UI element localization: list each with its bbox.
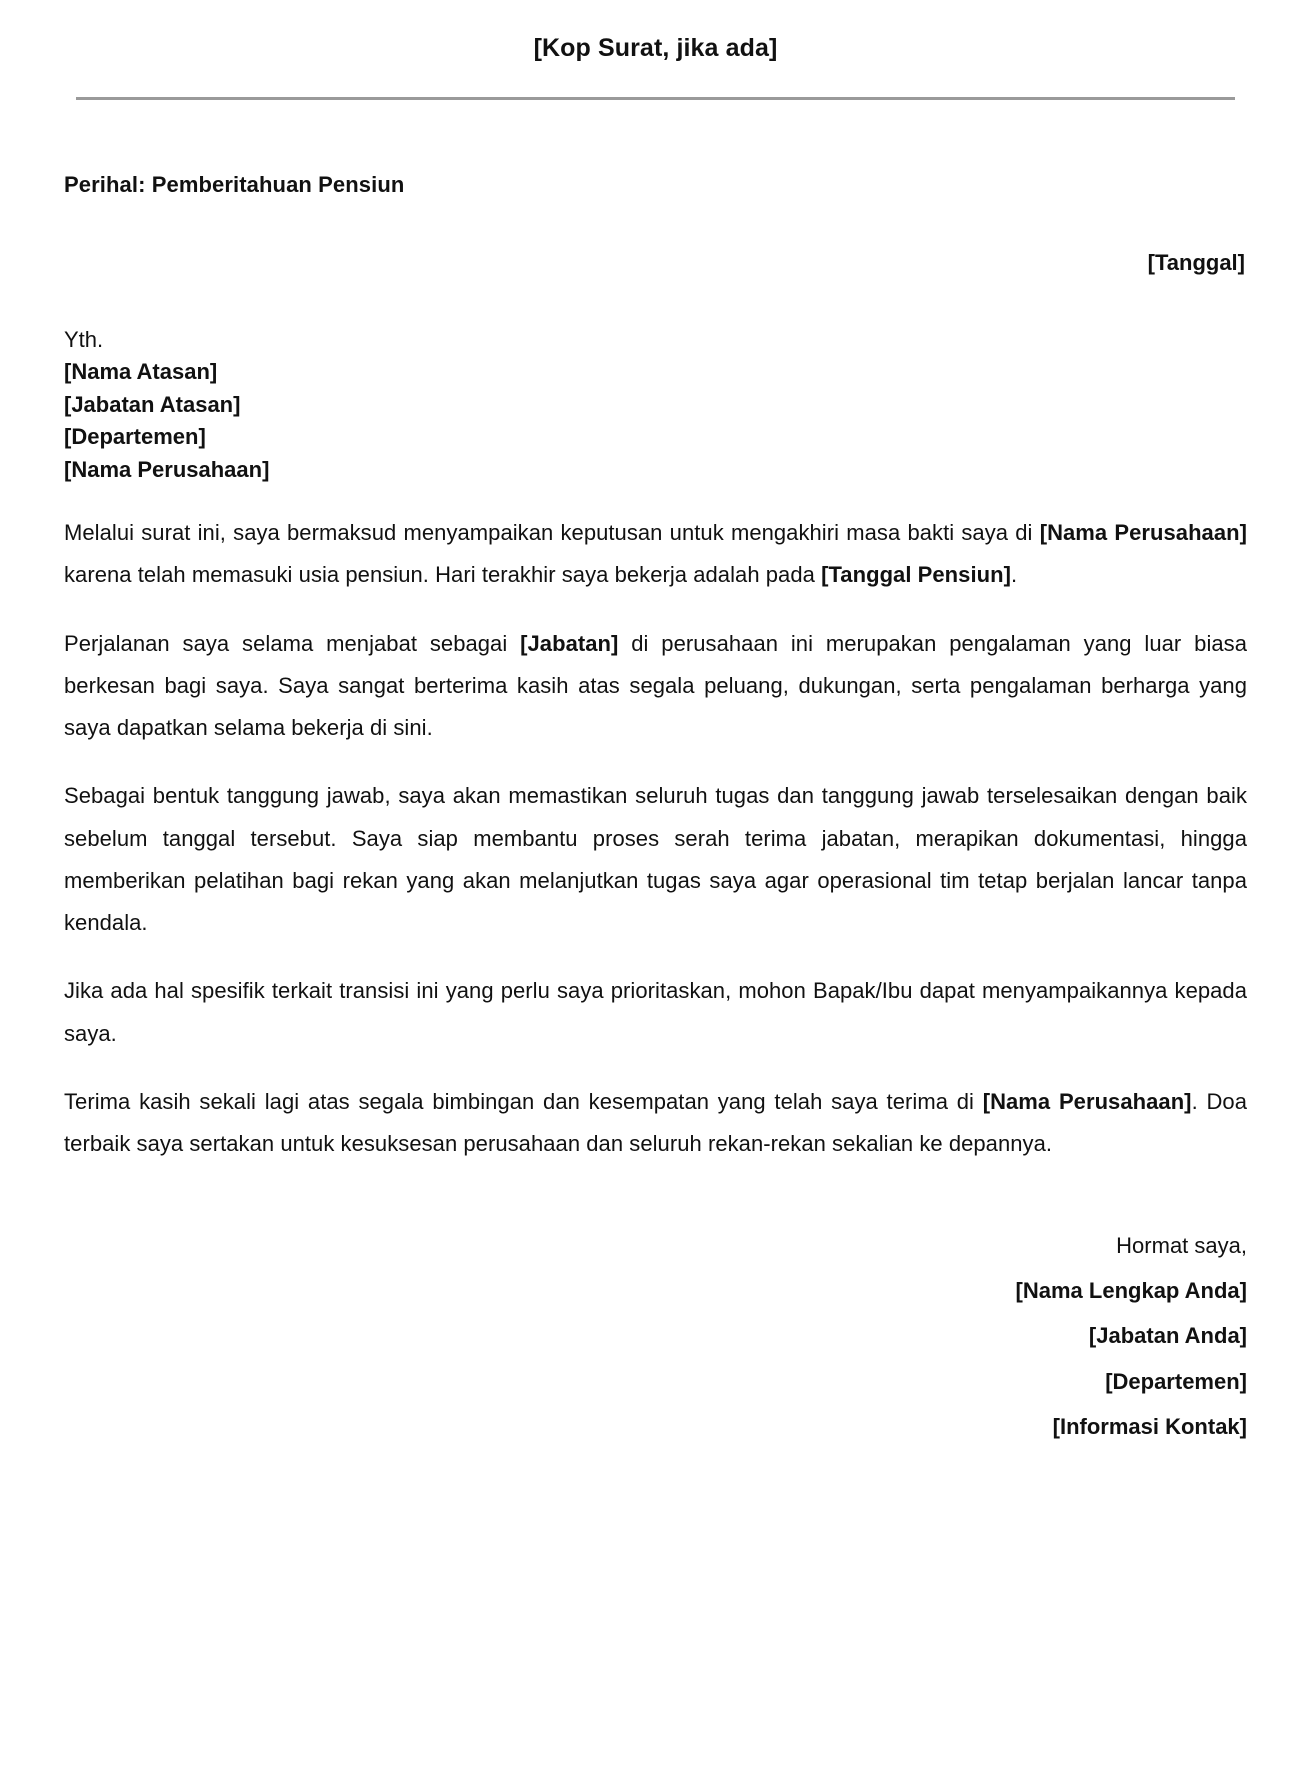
placeholder-field: [Tanggal Pensiun]: [821, 562, 1011, 588]
paragraph-text: Sebagai bentuk tanggung jawab, saya akan memastikan seluruh tugas dan tanggung jawab terselesaikan dengan baik sebelum tanggal tersebut. Saya siap membantu proses serah terima jabatan, merapikan dokumentasi, hingga memberikan pelatihan bagi rekan yang akan melanjutkan tugas saya agar operasional tim tetap berjalan lancar tanpa kendala.: [64, 783, 1247, 936]
paragraph-text: . Doa terbaik saya sertakan untuk kesuksesan perusahaan dan seluruh rekan-rekan sekalian ke depannya.: [64, 1088, 1247, 1157]
placeholder-field: [Jabatan]: [520, 630, 619, 656]
letterhead-divider: [76, 97, 1235, 100]
closing-salutation: Hormat saya,: [1116, 1233, 1247, 1259]
recipient-company: [Nama Perusahaan]: [64, 456, 270, 482]
paragraph-text: di perusahaan ini merupakan pengalaman yang luar biasa berkesan bagi saya. Saya sangat berterima kasih atas segala peluang, dukungan, serta pengalaman berharga yang saya dapatkan selama bekerja di sini.: [64, 630, 1247, 741]
recipient-salutation: Yth.: [64, 326, 104, 352]
paragraph-text: Melalui surat ini, saya bermaksud menyampaikan keputusan untuk mengakhiri masa bakti saya di: [64, 520, 1040, 546]
recipient-department: [Departemen]: [64, 424, 206, 450]
date-line: [Tanggal]: [1147, 249, 1245, 275]
paragraph-text: .: [1010, 562, 1018, 588]
body-paragraph: [64, 775, 1247, 944]
letterhead-title: [Kop Surat, jika ada]: [533, 34, 778, 62]
paragraph-text: Terima kasih sekali lagi atas segala bimbingan dan kesempatan yang telah saya terima di: [64, 1088, 983, 1114]
signer-contact: [Informasi Kontak]: [1052, 1413, 1247, 1439]
body-paragraph: [64, 970, 1247, 1054]
closing-block: [64, 1223, 1247, 1448]
recipient-block: [64, 324, 1247, 487]
letter-body: [64, 512, 1247, 1165]
signer-department: [Departemen]: [1105, 1368, 1247, 1394]
subject-line: Perihal: Pemberitahuan Pensiun: [64, 171, 405, 197]
placeholder-field: [Nama Perusahaan]: [1039, 520, 1247, 546]
placeholder-field: [Nama Perusahaan]: [982, 1088, 1192, 1114]
body-paragraph: [64, 512, 1247, 596]
paragraph-text: Perjalanan saya selama menjabat sebagai: [64, 630, 521, 656]
paragraph-text: karena telah memasuki usia pensiun. Hari terakhir saya bekerja adalah pada: [64, 562, 822, 588]
signer-name: [Nama Lengkap Anda]: [1015, 1278, 1247, 1304]
recipient-name: [Nama Atasan]: [64, 359, 218, 385]
body-paragraph: [64, 1081, 1247, 1165]
body-paragraph: [64, 623, 1247, 750]
signer-position: [Jabatan Anda]: [1088, 1323, 1247, 1349]
paragraph-text: Jika ada hal spesifik terkait transisi ini yang perlu saya prioritaskan, mohon Bapak/Ibu dapat menyampaikannya kepada saya.: [64, 978, 1247, 1046]
recipient-position: [Jabatan Atasan]: [64, 391, 241, 417]
